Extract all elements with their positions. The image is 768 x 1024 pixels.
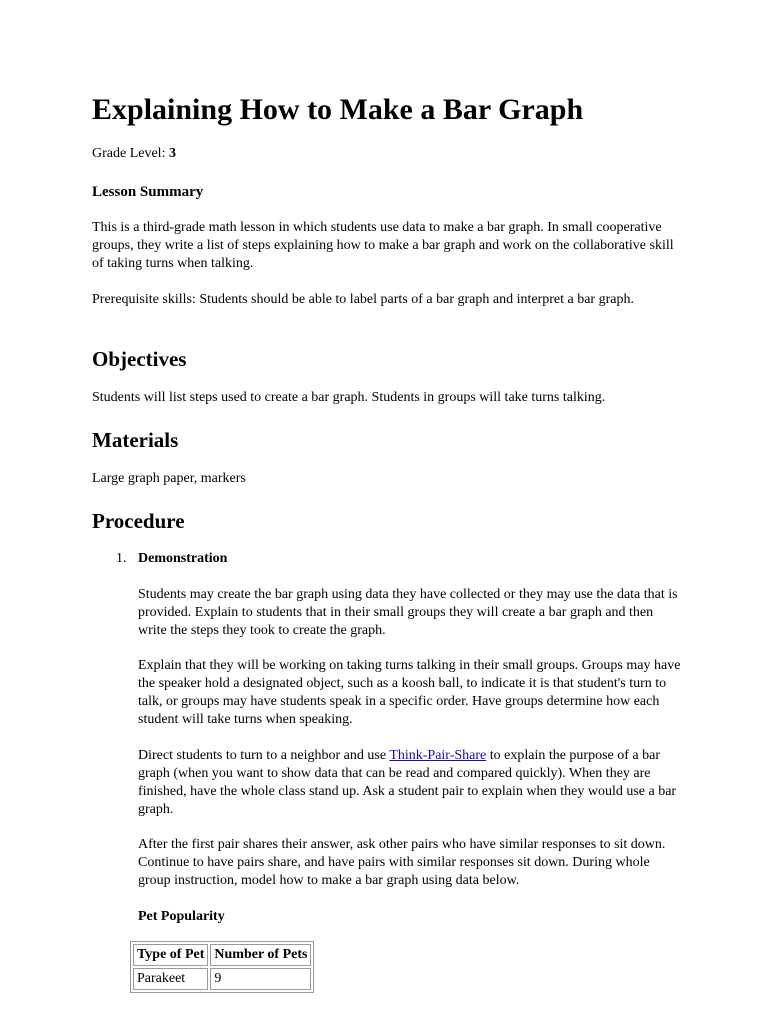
procedure-heading: Procedure <box>92 509 185 533</box>
grade-level <box>92 145 176 163</box>
table-header-row <box>133 944 311 966</box>
grade-level-label: Grade Level: <box>92 146 169 161</box>
table-cell-pet-type: Parakeet <box>133 968 208 990</box>
pet-popularity-table <box>130 941 314 993</box>
grade-level-value: 3 <box>168 146 176 161</box>
pet-popularity-title: Pet Popularity <box>138 909 225 924</box>
step-paragraph-1: Students may create the bar graph using data they have collected or they may use the data that is provided. Explain to students that in their small groups they will create a bar graph and then write the steps they took to create the graph. <box>138 587 678 638</box>
step-paragraph-3-start: Direct students to turn to a neighbor and use <box>138 748 390 763</box>
materials-heading: Materials <box>92 428 179 452</box>
list-item-number: 1. <box>116 551 127 566</box>
prerequisite-paragraph: Prerequisite skills: Students should be able to label parts of a bar graph and interpret a bar graph. <box>92 292 634 307</box>
lesson-summary-paragraph: This is a third-grade math lesson in which students use data to make a bar graph. In small cooperative groups, they write a list of steps explaining how to make a bar graph and work on the collaborative skill of taking turns when talking. <box>92 220 674 271</box>
step-title: Demonstration <box>138 551 228 566</box>
objectives-heading: Objectives <box>92 347 187 371</box>
step-paragraph-3-end: to explain the purpose of a bar graph (when you want to show data that can be read and compared quickly). When they are finished, have the whole class stand up. Ask a student pair to explain when they would use a bar graph. <box>138 748 677 817</box>
think-pair-share-link[interactable]: Think-Pair-Share <box>389 748 487 763</box>
step-paragraph-2: Explain that they will be working on taking turns talking in their small groups. Groups may have the speaker hold a designated object, such as a koosh ball, to indicate it is that student's turn to talk, or groups may have students speak in a specific order. Have groups determine how each student will take turns when speaking. <box>138 658 681 727</box>
objectives-text: Students will list steps used to create a bar graph. Students in groups will take turns talking. <box>92 390 606 405</box>
table-header-number: Number of Pets <box>210 944 311 966</box>
materials-text: Large graph paper, markers <box>92 471 246 486</box>
lesson-summary-heading: Lesson Summary <box>92 184 204 200</box>
table-row <box>133 968 311 990</box>
document-title: Explaining How to Make a Bar Graph <box>92 93 584 126</box>
step-paragraph-4: After the first pair shares their answer, ask other pairs who have similar responses to sit down. Continue to have pairs share, and have pairs with similar responses sit down. During whole group instruction, model how to make a bar graph using data below. <box>138 837 666 888</box>
step-paragraph-3 <box>138 747 683 819</box>
table-cell-pet-count: 9 <box>210 968 311 990</box>
table-header-type: Type of Pet <box>133 944 208 966</box>
